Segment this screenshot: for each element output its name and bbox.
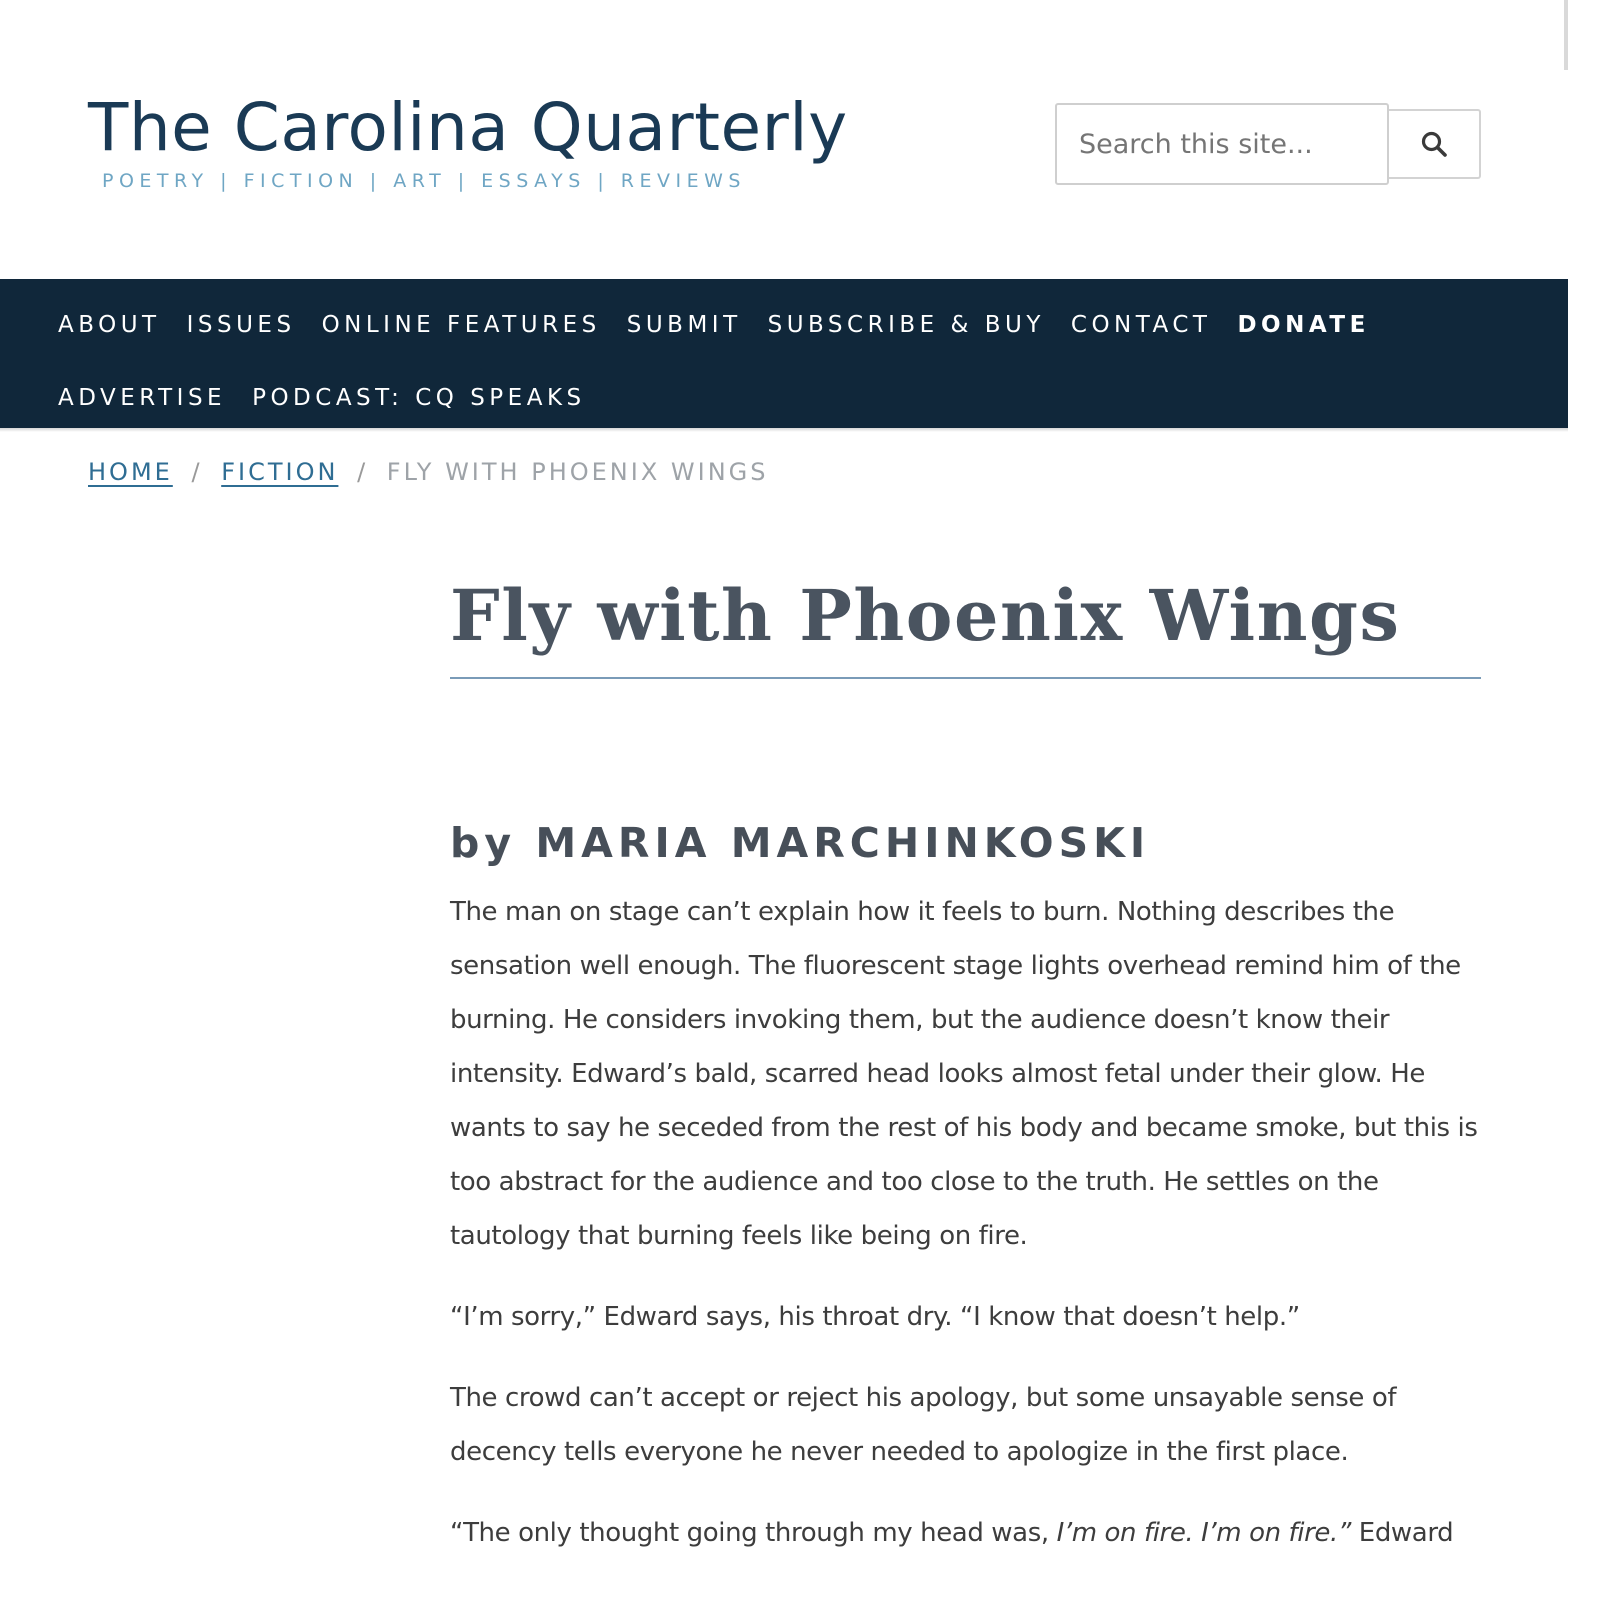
site-logo[interactable] — [88, 88, 848, 192]
breadcrumb-separator: / — [191, 458, 203, 486]
nav-item-contact[interactable]: CONTACT — [1070, 312, 1212, 338]
site-title[interactable]: The Carolina Quarterly — [88, 89, 848, 166]
breadcrumb-separator: / — [357, 458, 369, 486]
nav-row-primary — [58, 309, 1396, 341]
breadcrumb-fiction[interactable]: FICTION — [221, 458, 339, 486]
article-paragraph: “I’m sorry,” Edward says, his throat dry. “I know that doesn’t help.” — [450, 1302, 1300, 1332]
breadcrumb-current: FLY WITH PHOENIX WINGS — [386, 458, 769, 486]
search-icon — [1420, 130, 1448, 158]
nav-shadow — [0, 428, 1568, 432]
author-byline: by MARIA MARCHINKOSKI — [450, 819, 1151, 867]
title-divider — [450, 677, 1481, 679]
nav-item-subscribe-buy[interactable]: SUBSCRIBE & BUY — [767, 312, 1045, 338]
nav-row-secondary — [58, 382, 612, 414]
article — [450, 570, 1481, 1568]
nav-item-about[interactable]: ABOUT — [58, 312, 161, 338]
paragraph-text: Edward — [1350, 1518, 1454, 1548]
breadcrumb-home[interactable]: HOME — [88, 458, 173, 486]
article-paragraph: The man on stage can’t explain how it feels to burn. Nothing describes the sensation well enough. The fluorescent stage lights overhead remind him of the burning. He considers invoking them, but the audience doesn’t know their intensity. Edward’s bald, scarred head looks almost fetal under their glow. He wants to say he seceded from the rest of his body and became smoke, but this is too abstract for the audience and too close to the truth. He settles on the tautology that burning feels like being on fire. — [450, 897, 1478, 1251]
nav-item-issues[interactable]: ISSUES — [186, 312, 296, 338]
search-input[interactable] — [1055, 103, 1389, 185]
main-nav — [0, 279, 1568, 428]
nav-item-podcast[interactable]: PODCAST: CQ SPEAKS — [252, 385, 586, 411]
article-paragraph: The crowd can’t accept or reject his apology, but some unsayable sense of decency tells everyone he never needed to apologize in the first place. — [450, 1383, 1397, 1467]
article-paragraph — [450, 1506, 1481, 1560]
site-tagline: POETRY | FICTION | ART | ESSAYS | REVIEWS — [102, 170, 746, 192]
site-header — [0, 0, 1568, 279]
search-button[interactable] — [1389, 109, 1481, 179]
article-body — [450, 885, 1481, 1560]
breadcrumb — [88, 458, 769, 486]
nav-item-online-features[interactable]: ONLINE FEATURES — [321, 312, 601, 338]
nav-item-advertise[interactable]: ADVERTISE — [58, 385, 227, 411]
paragraph-text: “The only thought going through my head was, — [450, 1518, 1057, 1548]
italic-text: I’m on fire. I’m on fire.” — [1056, 1518, 1351, 1548]
nav-item-submit[interactable]: SUBMIT — [626, 312, 742, 338]
search-form — [1055, 103, 1481, 185]
page-title: Fly with Phoenix Wings — [450, 574, 1401, 657]
nav-item-donate[interactable]: DONATE — [1237, 312, 1370, 338]
